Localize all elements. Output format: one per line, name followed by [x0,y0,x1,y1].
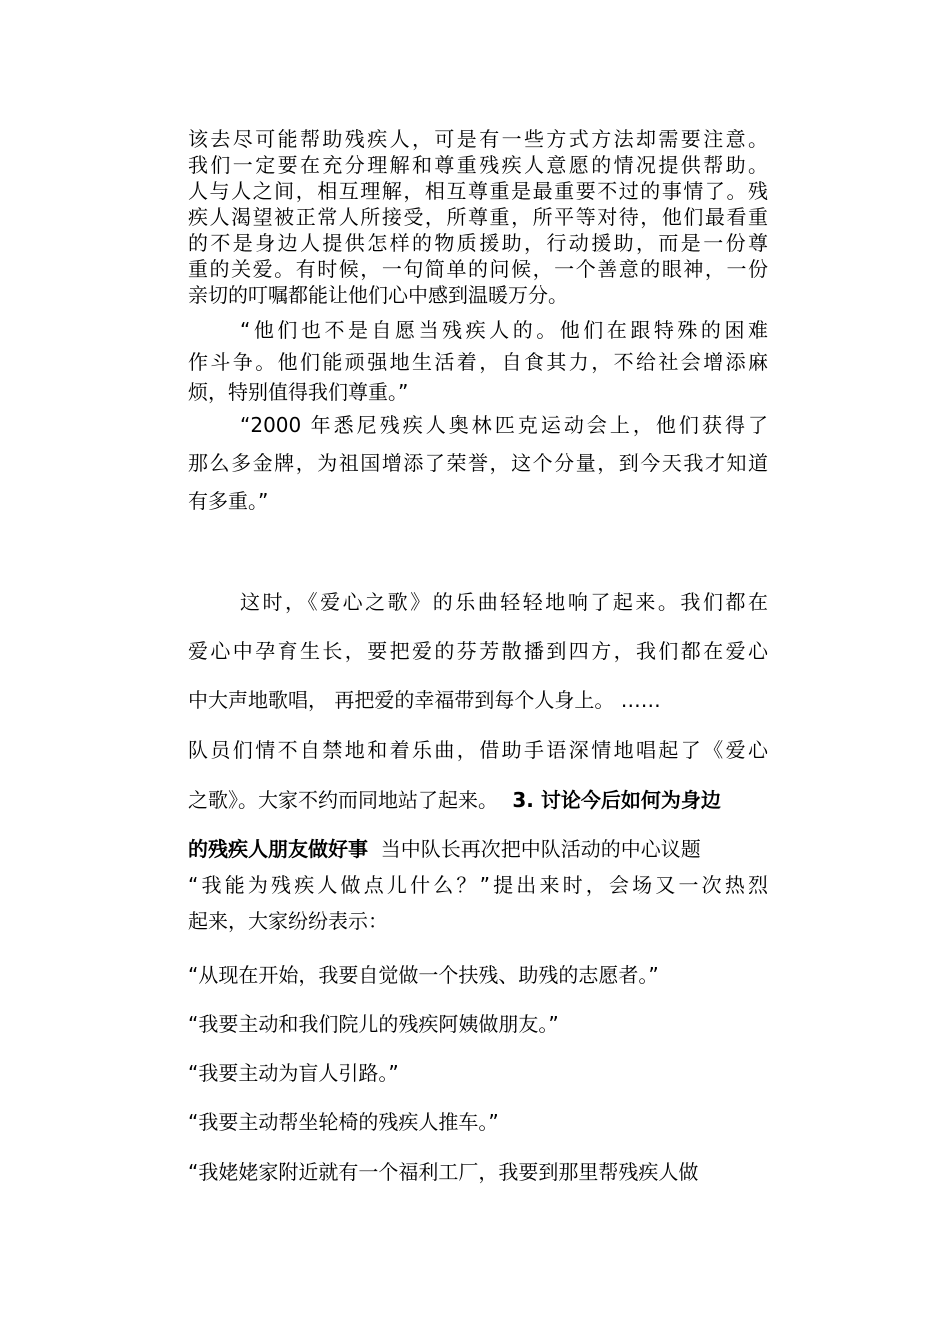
quote-line: “2000 年悉尼残疾人奥林匹克运动会上，他们获得了 [240,413,768,437]
paragraph-line: 的不是身边人提供怎样的物质援助，行动援助，而是一份尊 [188,231,768,255]
response-line: “我姥姥家附近就有一个福利工厂，我要到那里帮残疾人做 [188,1160,699,1184]
quote-line: 有多重。” [188,489,269,513]
section-heading: 3. 讨论今后如何为身边 [512,788,721,812]
quote-line: 作斗争。他们能顽强地生活着，自食其力，不给社会增添麻 [188,350,768,374]
response-line: “我要主动帮坐轮椅的残疾人推车。” [188,1110,499,1134]
paragraph-line: 我们一定要在充分理解和尊重残疾人意愿的情况提供帮助。 [188,153,768,177]
singing-text: 之歌》。大家不约而同地站了起来。 [188,788,498,812]
quote-line: “他们也不是自愿当残疾人的。他们在跟特殊的困难 [240,318,768,342]
singing-line: 起来，大家纷纷表示： [188,909,388,933]
singing-text: 当中队长再次把中队活动的中心议题 [368,837,701,861]
song-line: 中大声地歌唱， 再把爱的幸福带到每个人身上。 …… [188,688,661,712]
singing-line: “我能为残疾人做点儿什么？”提出来时，会场又一次热烈 [188,873,768,897]
singing-line [188,837,768,861]
paragraph-line: 人与人之间，相互理解，相互尊重是最重要不过的事情了。残 [188,179,768,203]
singing-line [188,788,768,812]
paragraph-line: 该去尽可能帮助残疾人，可是有一些方式方法却需要注意。 [188,127,768,151]
response-line: “从现在开始，我要自觉做一个扶残、助残的志愿者。” [188,963,659,987]
paragraph-line: 疾人渴望被正常人所接受，所尊重，所平等对待，他们最看重 [188,205,768,229]
quote-line: 那么多金牌，为祖国增添了荣誉，这个分量，到今天我才知道 [188,451,768,475]
response-line: “我要主动和我们院儿的残疾阿姨做朋友。” [188,1012,559,1036]
section-heading: 的残疾人朋友做好事 [188,837,368,861]
song-line: 这时，《爱心之歌》的乐曲轻轻地响了起来。我们都在 [240,590,768,614]
response-line: “我要主动为盲人引路。” [188,1061,399,1085]
singing-line: 队员们情不自禁地和着乐曲，借助手语深情地唱起了《爱心 [188,738,768,762]
paragraph-line: 亲切的叮嘱都能让他们心中感到温暖万分。 [188,283,568,307]
song-line: 爱心中孕育生长，要把爱的芬芳散播到四方，我们都在爱心 [188,639,768,663]
paragraph-line: 重的关爱。有时候，一句简单的问候，一个善意的眼神，一份 [188,257,768,281]
quote-line: 烦，特别值得我们尊重。” [188,380,409,404]
